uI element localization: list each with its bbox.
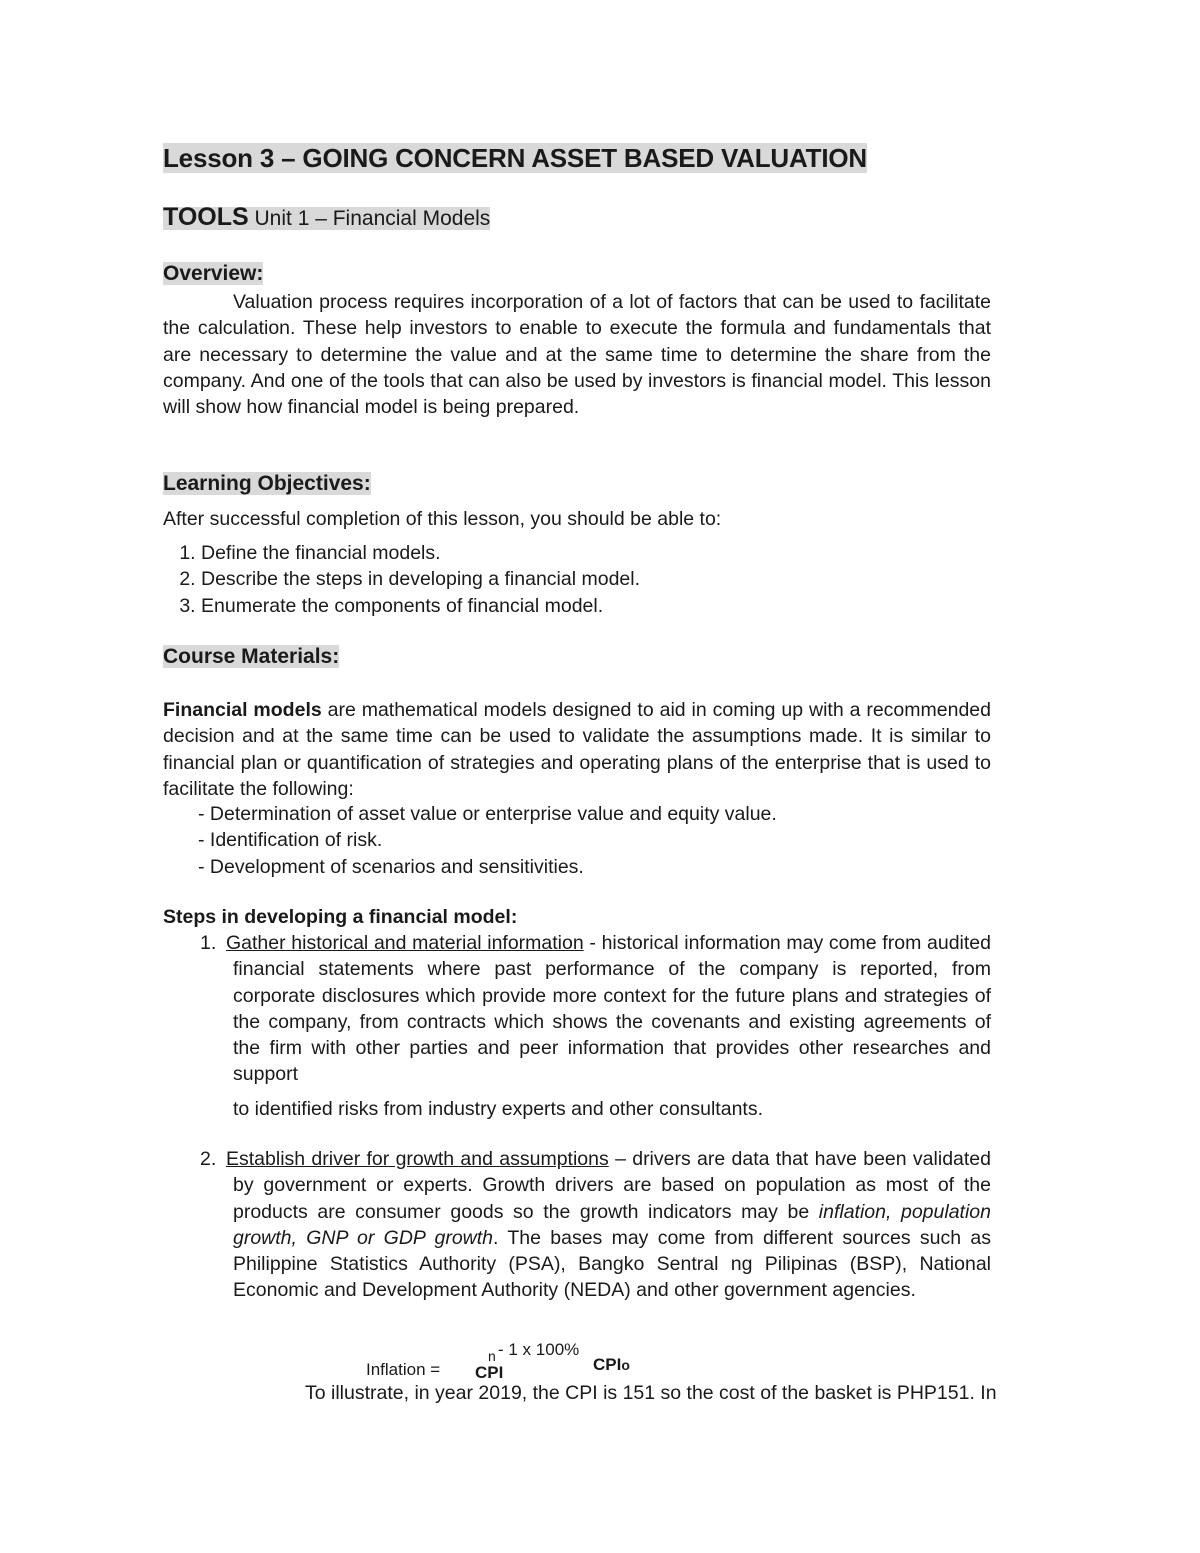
steps-heading: Steps in developing a financial model: <box>163 906 518 928</box>
list-item: 3. Enumerate the components of financial model. <box>201 593 901 619</box>
step-1-number: 1. <box>200 932 217 954</box>
step-2-text <box>226 1146 991 1304</box>
unit-title: Unit 1 – Financial Models <box>254 207 491 230</box>
bullet-list <box>198 801 777 880</box>
illustration-text: To illustrate, in year 2019, the CPI is 151 so the cost of the basket is PHP151. In <box>305 1382 997 1404</box>
list-item: 2. Describe the steps in developing a financial model. <box>201 566 901 592</box>
list-item: 1. Define the financial models. <box>201 540 901 566</box>
list-item: - Identification of risk. <box>198 829 383 852</box>
formula-suffix: - 1 x 100% <box>498 1340 580 1359</box>
definition-text: are mathematical models designed to aid in coming up with a recommended decision and at the same time can be used to validate the assumptions made. It is similar to financial plan or quantification of strategies and operating plans of the enterprise that is used to facilitate the following: <box>163 699 991 800</box>
step-1-text <box>226 930 991 1088</box>
growth-indicators: inflation, population growth, GNP or GDP growth <box>233 1200 991 1249</box>
step-2-body-a: – drivers are data that have been validated by government or experts. Growth drivers are based on population as most of the products are consumer goods so the growth indicators may be <box>233 1148 991 1223</box>
list-item: - Determination of asset value or enterprise value and equity value. <box>198 803 777 825</box>
objectives-heading: Learning Objectives: <box>163 472 371 495</box>
inflation-formula-label: Inflation = <box>366 1360 441 1379</box>
tools-label: TOOLS <box>163 203 249 231</box>
objectives-list <box>163 540 901 619</box>
overview-paragraph: Valuation process requires incorporation of a lot of factors that can be used to facilitate the calculation. These help investors to enable to execute the formula and fundamentals that are necessary to determine the value and at the same time to determine the share from the company. And one of the tools that can also be used by investors is financial model. This lesson will show how financial model is being prepared. <box>163 291 991 419</box>
objectives-intro: After successful completion of this lesson, you should be able to: <box>163 508 722 530</box>
step-2-title: Establish driver for growth and assumptions <box>226 1148 609 1170</box>
list-item: - Development of scenarios and sensitivities. <box>198 855 584 878</box>
definition-term: Financial models <box>163 699 322 721</box>
formula-cpi-n: CPI <box>475 1363 504 1382</box>
lesson-title: Lesson 3 – GOING CONCERN ASSET BASED VALUATION <box>163 143 867 173</box>
step-2-number: 2. <box>200 1148 217 1170</box>
step-2-body-b: . The bases may come from different sources such as Philippine Statistics Authority (PSA), Bangko Sentral ng Pilipinas (BSP), National Economic and Development Authority (NEDA) and other government agencies. <box>233 1226 991 1302</box>
step-1-title: Gather historical and material information <box>226 932 584 954</box>
formula-subscript-n: n <box>488 1348 496 1364</box>
step-1-continuation: to identified risks from industry experts and other consultants. <box>233 1098 764 1120</box>
course-materials-heading: Course Materials: <box>163 645 340 668</box>
overview-heading: Overview: <box>163 262 264 285</box>
step-1-body: - historical information may come from audited financial statements where past performance of the company is reported, from corporate disclosures which provide more context for the future plans and strategies of the company, from contracts which shows the covenants and existing agreements of the firm with other parties and peer information that provides other researches and support <box>233 932 991 1086</box>
financial-models-definition <box>163 697 991 802</box>
formula-denominator: CPIo <box>593 1355 630 1374</box>
unit-heading <box>163 203 490 232</box>
